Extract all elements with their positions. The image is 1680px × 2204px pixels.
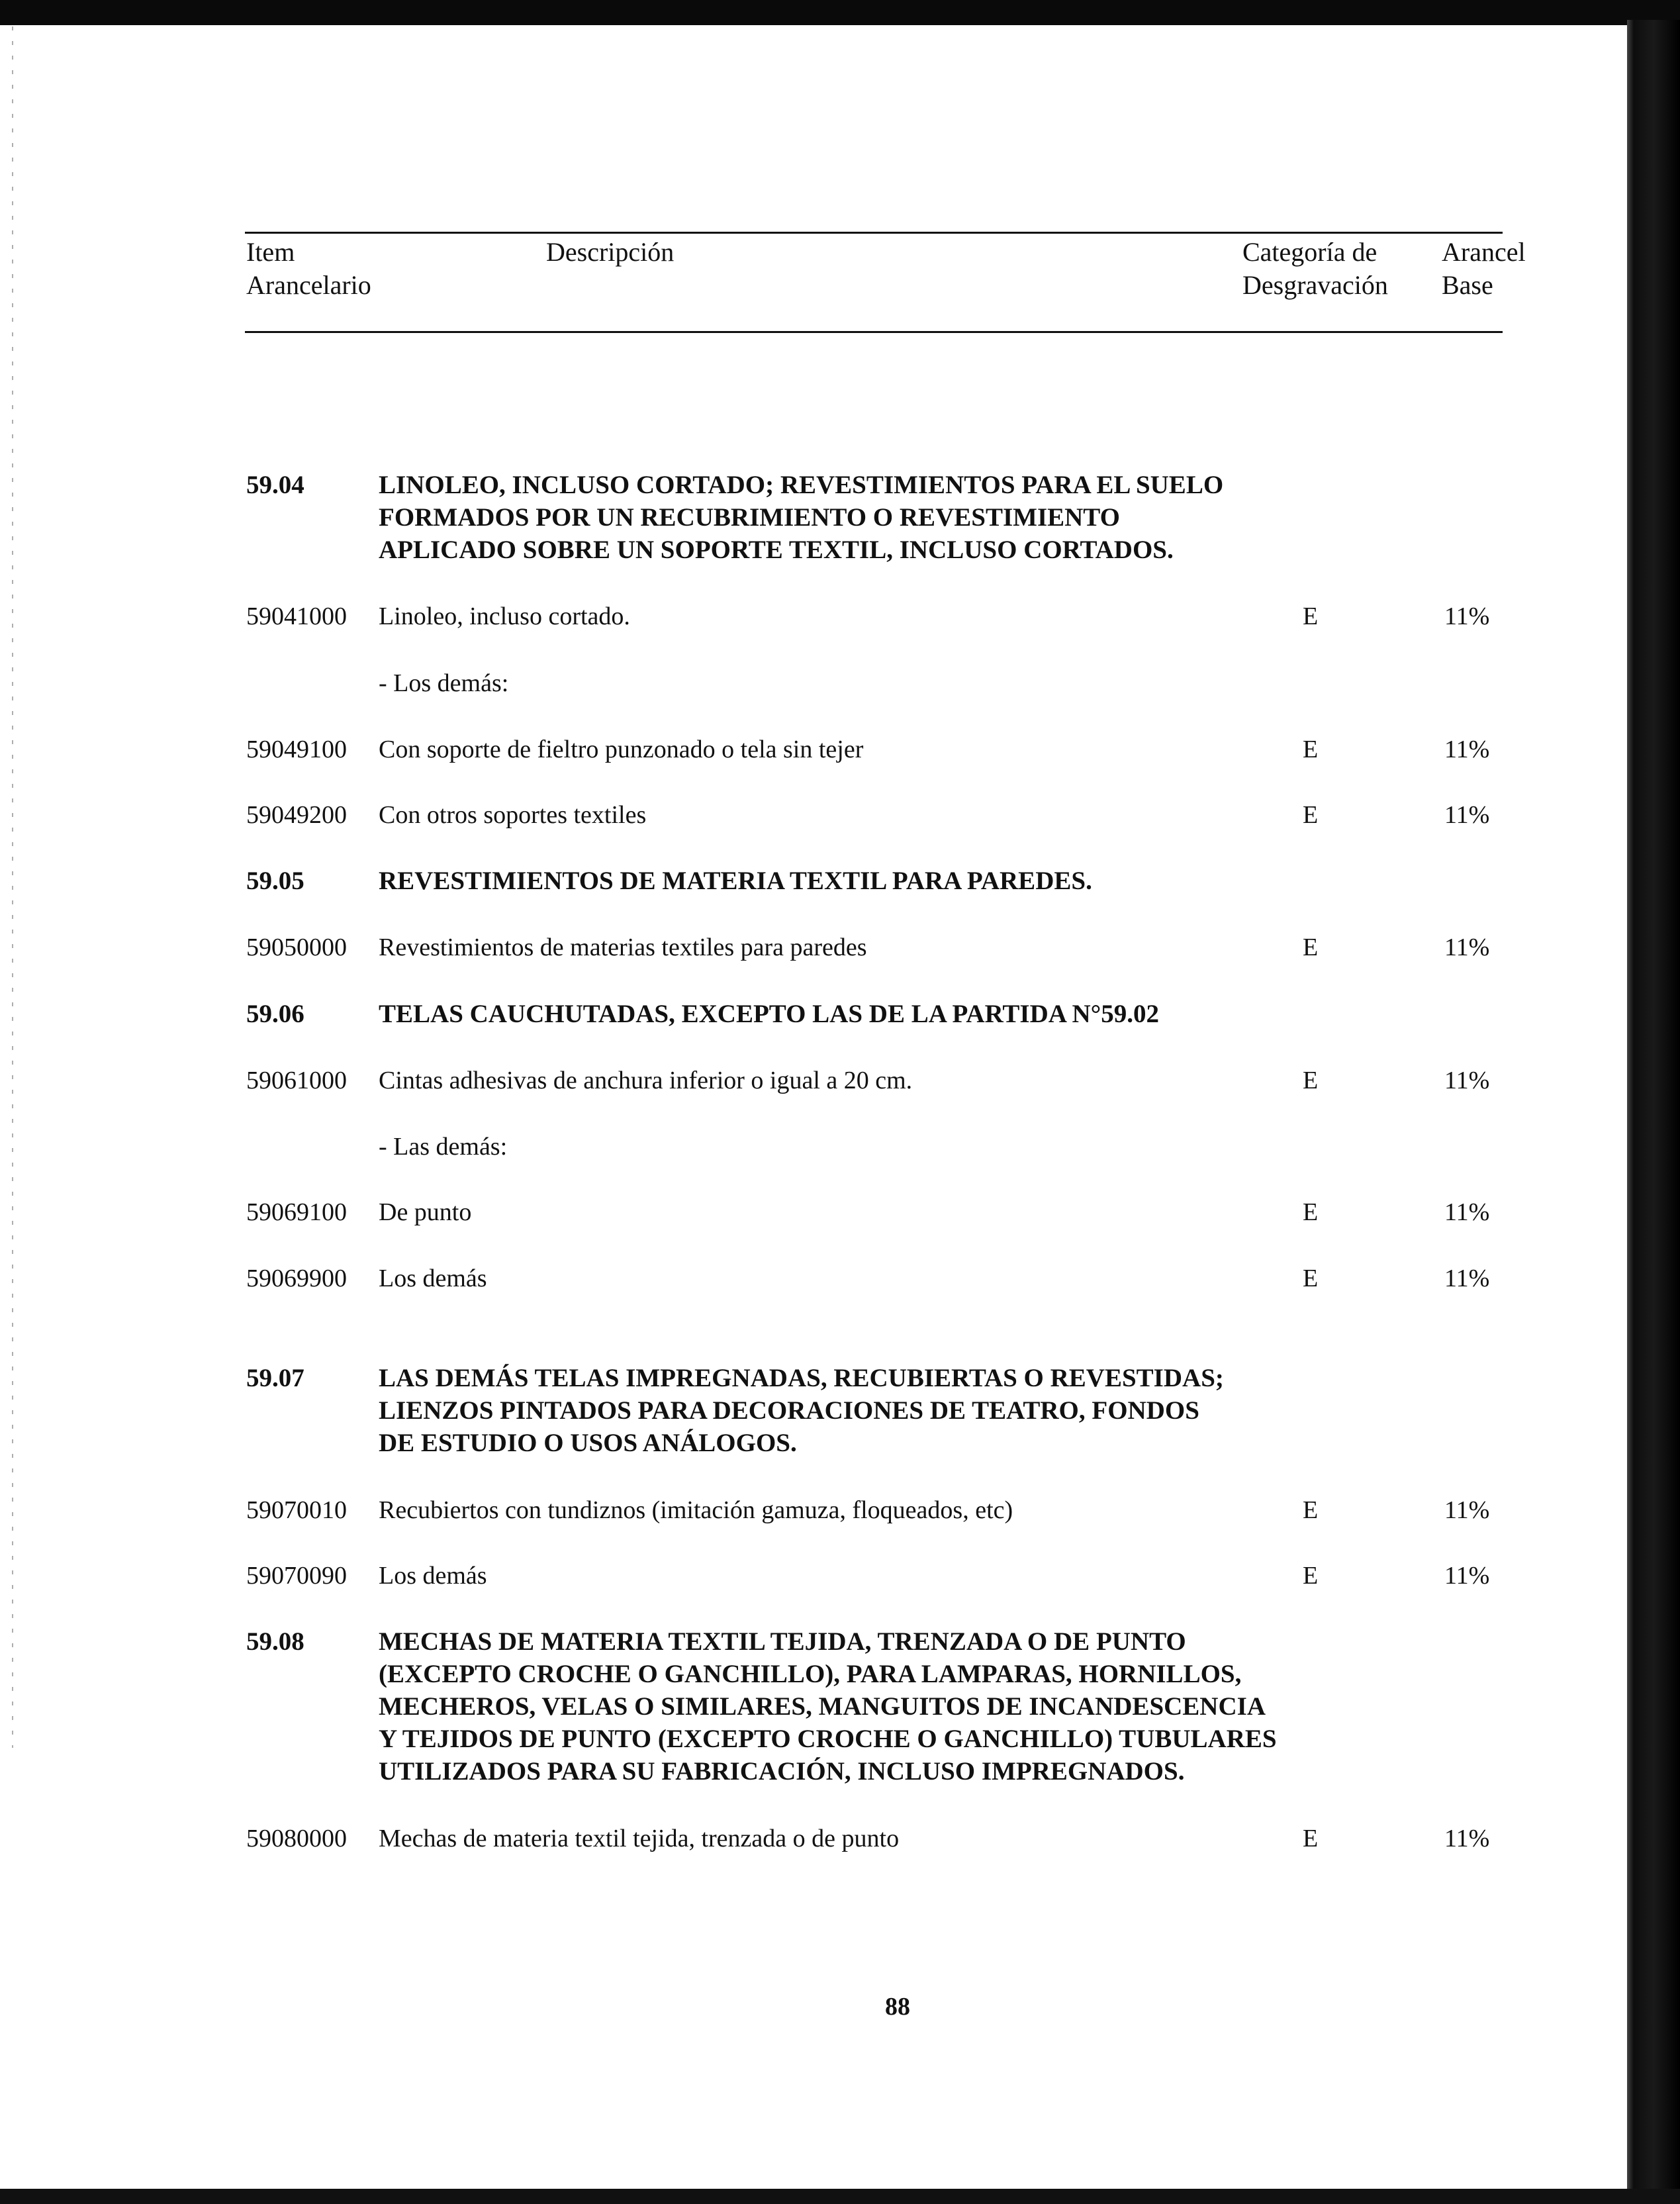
row-category: E [1303, 1067, 1319, 1094]
scan-edge-left [12, 26, 13, 1748]
heading-line: MECHAS DE MATERIA TEXTIL TEJIDA, TRENZADA O DE PUNTO [379, 1627, 1186, 1656]
row-category: E [1303, 1562, 1319, 1590]
row-category: E [1303, 1496, 1319, 1524]
row-rate: 11% [1444, 801, 1490, 829]
scan-border-top [0, 0, 1680, 25]
heading-line: TELAS CAUCHUTADAS, EXCEPTO LAS DE LA PARTIDA N°59.02 [379, 1000, 1160, 1028]
row-subheading: - Los demás: [379, 669, 509, 697]
row-description: Linoleo, incluso cortado. [379, 602, 630, 630]
row-description: Los demás [379, 1562, 487, 1590]
row-rate: 11% [1444, 1067, 1490, 1094]
row-description: Con otros soportes textiles [379, 801, 647, 829]
row-code: 59069100 [246, 1198, 347, 1226]
heading-description [379, 469, 1223, 566]
row-category: E [1303, 934, 1319, 961]
row-rate: 11% [1444, 602, 1490, 630]
row-code: 59049100 [246, 736, 347, 763]
row-code: 59070090 [246, 1562, 347, 1590]
heading-code: 59.08 [246, 1627, 304, 1656]
header-item-line1: Item [246, 237, 295, 267]
header-category [1242, 236, 1388, 302]
header-category-line2: Desgravación [1242, 270, 1388, 300]
row-code: 59069900 [246, 1265, 347, 1292]
heading-line: LIENZOS PINTADOS PARA DECORACIONES DE TEATRO, FONDOS [379, 1396, 1199, 1425]
row-description: De punto [379, 1198, 472, 1226]
row-rate: 11% [1444, 1562, 1490, 1590]
heading-code: 59.07 [246, 1364, 304, 1392]
heading-description [379, 865, 1092, 897]
heading-code: 59.04 [246, 471, 304, 499]
heading-line: MECHEROS, VELAS O SIMILARES, MANGUITOS DE INCANDESCENCIA [379, 1692, 1266, 1721]
row-rate: 11% [1444, 1825, 1490, 1852]
heading-description [379, 1625, 1277, 1788]
row-code: 59061000 [246, 1067, 347, 1094]
row-code: 59050000 [246, 934, 347, 961]
heading-line: REVESTIMIENTOS DE MATERIA TEXTIL PARA PAREDES. [379, 867, 1092, 895]
row-code: 59041000 [246, 602, 347, 630]
heading-line: Y TEJIDOS DE PUNTO (EXCEPTO CROCHE O GANCHILLO) TUBULARES [379, 1725, 1277, 1753]
row-category: E [1303, 1265, 1319, 1292]
heading-code: 59.05 [246, 867, 304, 895]
heading-line: UTILIZADOS PARA SU FABRICACIÓN, INCLUSO IMPREGNADOS. [379, 1757, 1185, 1786]
heading-line: (EXCEPTO CROCHE O GANCHILLO), PARA LAMPARAS, HORNILLOS, [379, 1660, 1242, 1688]
row-description: Recubiertos con tundiznos (imitación gamuza, floqueados, etc) [379, 1496, 1013, 1524]
header-base-line2: Base [1442, 270, 1493, 300]
row-category: E [1303, 801, 1319, 829]
header-item-line2: Arancelario [246, 270, 371, 300]
heading-line: APLICADO SOBRE UN SOPORTE TEXTIL, INCLUSO CORTADOS. [379, 536, 1174, 564]
row-code: 59080000 [246, 1825, 347, 1852]
row-description: Revestimientos de materias textiles para paredes [379, 934, 867, 961]
heading-line: LAS DEMÁS TELAS IMPREGNADAS, RECUBIERTAS O REVESTIDAS; [379, 1364, 1224, 1392]
heading-description [379, 998, 1159, 1030]
header-description: Descripción [546, 237, 675, 267]
header-base [1442, 236, 1526, 302]
header-top-rule [245, 232, 1503, 234]
row-category: E [1303, 602, 1319, 630]
row-description: Mechas de materia textil tejida, trenzada o de punto [379, 1825, 900, 1852]
heading-code: 59.06 [246, 1000, 304, 1028]
heading-line: FORMADOS POR UN RECUBRIMIENTO O REVESTIMIENTO [379, 503, 1120, 532]
row-code: 59070010 [246, 1496, 347, 1524]
row-subheading: - Las demás: [379, 1133, 508, 1161]
row-rate: 11% [1444, 1496, 1490, 1524]
row-description: Cintas adhesivas de anchura inferior o igual a 20 cm. [379, 1067, 913, 1094]
scan-border-right [1627, 20, 1680, 2191]
row-description: Con soporte de fieltro punzonado o tela sin tejer [379, 736, 864, 763]
row-rate: 11% [1444, 1265, 1490, 1292]
row-description: Los demás [379, 1265, 487, 1292]
heading-line: LINOLEO, INCLUSO CORTADO; REVESTIMIENTOS PARA EL SUELO [379, 471, 1224, 499]
page-number: 88 [885, 1993, 910, 2021]
header-bottom-rule [245, 331, 1503, 333]
row-code: 59049200 [246, 801, 347, 829]
header-category-line1: Categoría de [1242, 237, 1377, 267]
row-rate: 11% [1444, 736, 1490, 763]
header-base-line1: Arancel [1442, 237, 1526, 267]
row-category: E [1303, 1198, 1319, 1226]
row-rate: 11% [1444, 934, 1490, 961]
scan-border-bottom [0, 2189, 1680, 2204]
row-rate: 11% [1444, 1198, 1490, 1226]
row-category: E [1303, 1825, 1319, 1852]
heading-description [379, 1362, 1224, 1459]
header-item [246, 236, 371, 302]
heading-line: DE ESTUDIO O USOS ANÁLOGOS. [379, 1429, 797, 1457]
row-category: E [1303, 736, 1319, 763]
